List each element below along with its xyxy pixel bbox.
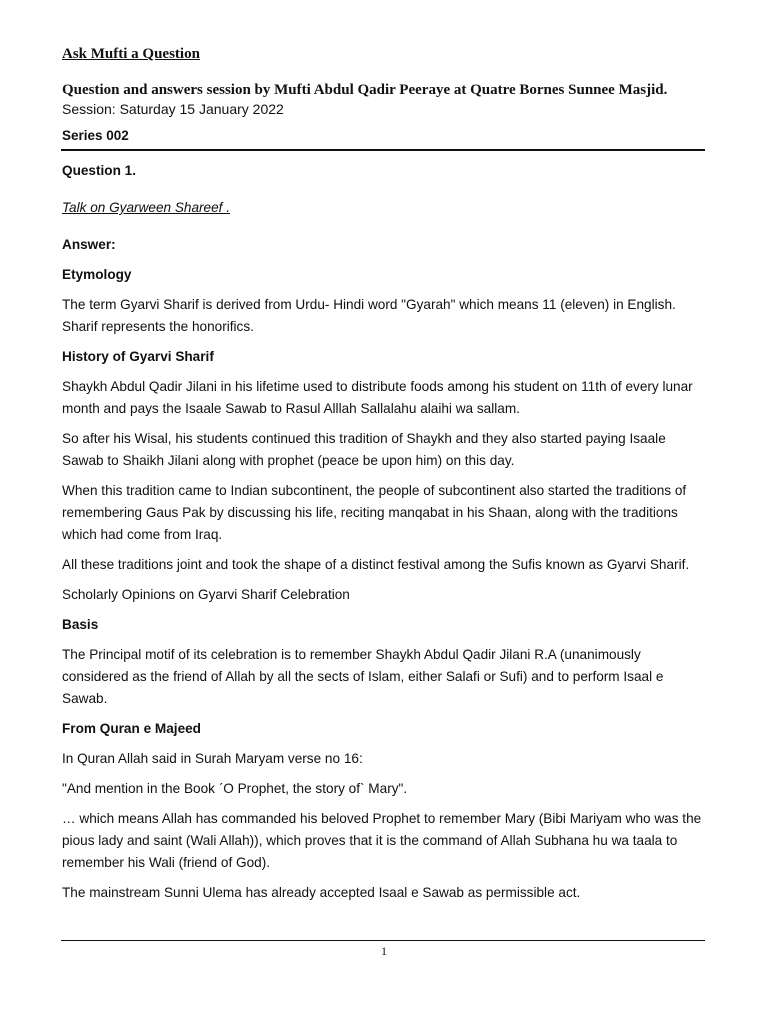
basis-heading: Basis — [62, 617, 99, 632]
document-title: Ask Mufti a Question — [62, 46, 200, 62]
session-date: Session: Saturday 15 January 2022 — [62, 101, 284, 117]
quran-paragraph-3: The mainstream Sunni Ulema has already accepted Isaal e Sawab as permissible act. — [62, 885, 581, 900]
basis-paragraph: The Principal motif of its celebration is to remember Shaykh Abdul Qadir Jilani R.A (unanimously considered as the friend of Allah by all the sects of Islam, either Salafi or Sufi) and to perform Isaal e Sawab. — [62, 647, 664, 706]
question-label: Question 1. — [62, 163, 137, 178]
history-paragraph-4: All these traditions joint and took the shape of a distinct festival among the Sufis known as Gyarvi Sharif. — [62, 557, 690, 572]
etymology-heading: Etymology — [62, 267, 132, 282]
document-body — [62, 160, 706, 912]
answer-label: Answer: — [62, 237, 116, 252]
header-divider — [61, 149, 705, 151]
history-paragraph-1: Shaykh Abdul Qadir Jilani in his lifetime used to distribute foods among his student on 11th of every lunar month and pays the Isaale Sawab to Rasul Alllah Sallalahu alaihi wa sallam. — [62, 379, 693, 416]
footer-divider — [61, 940, 705, 941]
quran-paragraph-1: In Quran Allah said in Surah Maryam verse no 16: — [62, 751, 363, 766]
quran-paragraph-2: … which means Allah has commanded his beloved Prophet to remember Mary (Bibi Mariyam who was the pious lady and saint (Wali Allah)), which proves that it is the command of Allah Subhana hu wa taala to remember his Wali (friend of God). — [62, 811, 702, 870]
series-label: Series 002 — [62, 128, 129, 143]
quran-heading: From Quran e Majeed — [62, 721, 201, 736]
history-paragraph-3: When this tradition came to Indian subcontinent, the people of subcontinent also started the traditions of remembering Gaus Pak by discussing his life, reciting manqabat in his Shaan, along with the traditions which had come from Iraq. — [62, 483, 687, 542]
question-topic: Talk on Gyarween Shareef . — [62, 200, 231, 215]
opinions-line: Scholarly Opinions on Gyarvi Sharif Celebration — [62, 587, 350, 602]
quran-quote: "And mention in the Book ˊO Prophet, the story of` Mary". — [62, 781, 408, 796]
document-subtitle: Question and answers session by Mufti Abdul Qadir Peeraye at Quatre Bornes Sunnee Masjid. — [62, 82, 668, 98]
history-paragraph-2: So after his Wisal, his students continued this tradition of Shaykh and they also started paying Isaale Sawab to Shaikh Jilani along with prophet (peace be upon him) on this day. — [62, 431, 666, 468]
etymology-paragraph: The term Gyarvi Sharif is derived from Urdu- Hindi word "Gyarah" which means 11 (eleven) in English. Sharif represents the honorifics. — [62, 297, 676, 334]
page-number: 1 — [381, 944, 387, 958]
history-heading: History of Gyarvi Sharif — [62, 349, 214, 364]
